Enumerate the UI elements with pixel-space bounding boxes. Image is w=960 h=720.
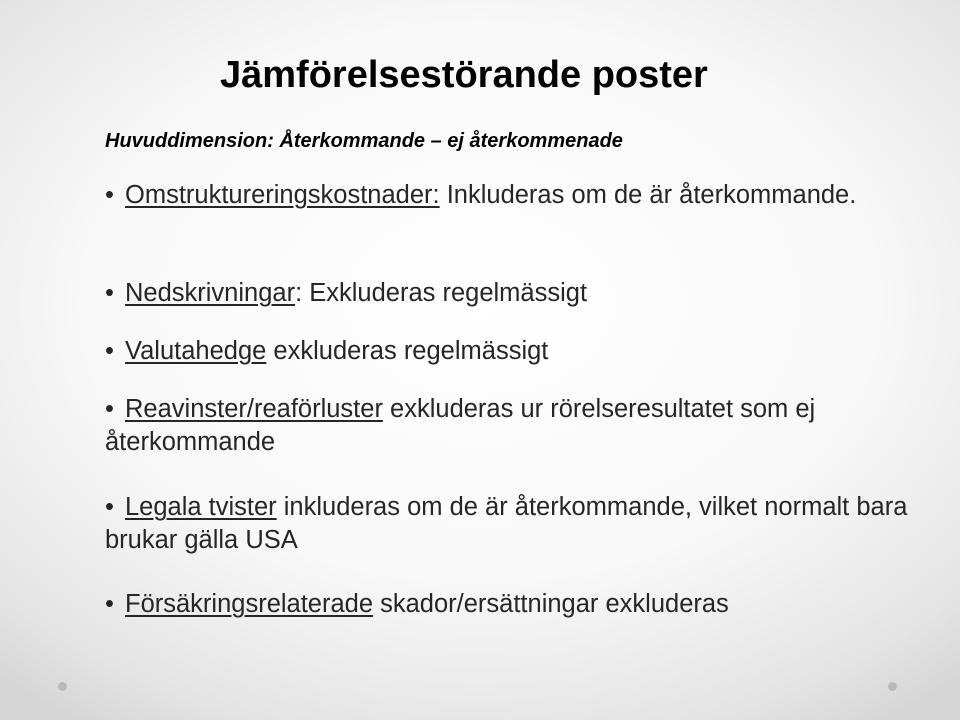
slide-subtitle: Huvuddimension: Återkommande – ej återkommenade	[105, 130, 623, 152]
bullet-term: Omstruktureringskostnader:	[125, 181, 440, 209]
decorative-dot-left	[58, 682, 67, 691]
bullet-text: : Exkluderas regelmässigt	[295, 279, 588, 307]
bullet-text: exkluderas regelmässigt	[266, 337, 549, 365]
bullet-capital-gains	[105, 393, 915, 459]
bullet-insurance-related	[105, 588, 915, 621]
slide-title: Jämförelsestörande poster	[220, 54, 708, 96]
bullet-marker: •	[105, 181, 114, 209]
bullet-text: skador/ersättningar exkluderas	[373, 590, 729, 618]
bullet-marker: •	[105, 590, 114, 618]
bullet-marker: •	[105, 395, 114, 423]
bullet-marker: •	[105, 493, 114, 521]
bullet-legal-disputes	[105, 491, 915, 557]
bullet-text: inkluderas om de är återkommande, vilket normalt bara brukar gälla USA	[105, 493, 908, 554]
bullet-term: Försäkringsrelaterade	[125, 590, 374, 618]
bullet-term: Reavinster/reaförluster	[125, 395, 383, 423]
bullet-marker: •	[105, 279, 114, 307]
bullet-impairments	[105, 277, 915, 310]
bullet-text: exkluderas ur rörelseresultatet som ej återkommande	[105, 395, 816, 456]
bullet-marker: •	[105, 337, 114, 365]
bullet-restructuring-costs	[105, 179, 915, 212]
decorative-dot-right	[888, 682, 897, 691]
bullet-currency-hedge	[105, 335, 915, 368]
bullet-term: Valutahedge	[125, 337, 267, 365]
bullet-term: Legala tvister	[125, 493, 277, 521]
bullet-text: Inkluderas om de är återkommande.	[439, 181, 857, 209]
bullet-term: Nedskrivningar	[125, 279, 296, 307]
